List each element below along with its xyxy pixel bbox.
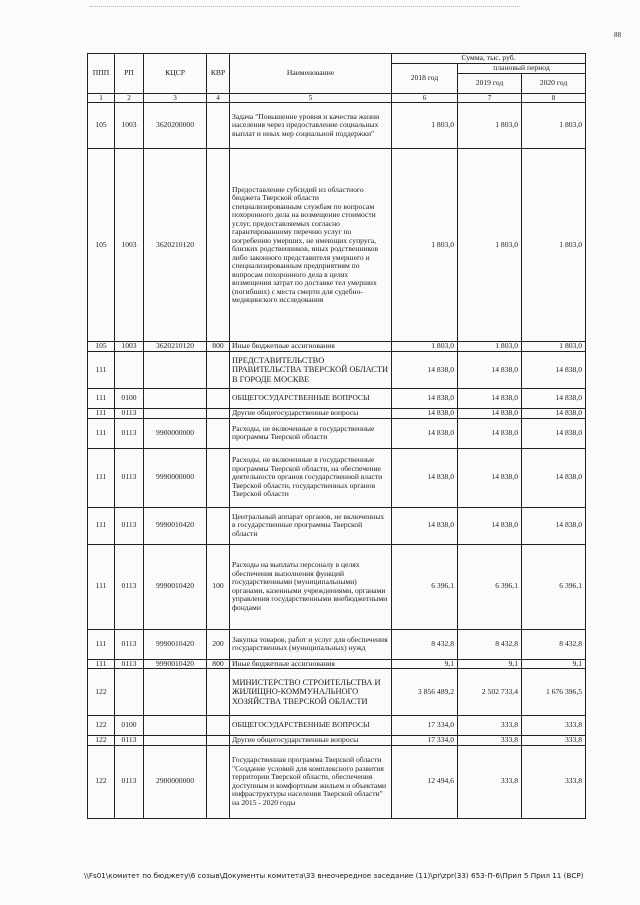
cell-kcsr	[144, 716, 207, 736]
cell-kvr: 200	[207, 629, 230, 659]
table-row	[88, 736, 586, 746]
cell-2020: 14 838,0	[522, 418, 586, 448]
cell-ppp: 122	[88, 716, 115, 736]
table-row	[88, 659, 586, 669]
cell-2019: 1 803,0	[458, 342, 522, 352]
cell-2019: 333,8	[458, 745, 522, 818]
cell-name: Государственная программа Тверской области "Создание условий для комплексного развития территории Тверской области, обеспечения доступным и комфортным жильем и объектами инфраструктуры населения Тверской области" на 2015 - 2020 годы	[230, 745, 392, 818]
page-number: 88	[614, 31, 621, 39]
cell-name: Центральный аппарат органов, не включенных в государственные программы Тверской области	[230, 507, 392, 544]
cell-kcsr	[144, 669, 207, 716]
cell-name: Иные бюджетные ассигнования	[230, 342, 392, 352]
col-num: 8	[522, 94, 586, 103]
cell-2018: 14 838,0	[392, 352, 458, 389]
cell-ppp: 111	[88, 629, 115, 659]
table-row	[88, 716, 586, 736]
cell-2019: 14 838,0	[458, 418, 522, 448]
cell-2018: 17 334,0	[392, 716, 458, 736]
header-sum: Сумма, тыс. руб.	[392, 54, 586, 64]
cell-ppp: 105	[88, 149, 115, 342]
cell-name: Другие общегосударственные вопросы	[230, 409, 392, 419]
table-row	[88, 629, 586, 659]
cell-kcsr: 2900000000	[144, 745, 207, 818]
cell-kcsr: 3620200000	[144, 103, 207, 149]
cell-name: ОБЩЕГОСУДАРСТВЕННЫЕ ВОПРОСЫ	[230, 389, 392, 409]
cell-rp: 1003	[115, 149, 144, 342]
cell-kvr	[207, 745, 230, 818]
col-num: 4	[207, 94, 230, 103]
cell-kvr	[207, 507, 230, 544]
table-row	[88, 149, 586, 342]
cell-2018: 14 838,0	[392, 409, 458, 419]
cell-2020: 14 838,0	[522, 352, 586, 389]
cell-kcsr	[144, 352, 207, 389]
cell-ppp: 105	[88, 103, 115, 149]
cell-name: Закупка товаров, работ и услуг для обеспечения государственных (муниципальных) нужд	[230, 629, 392, 659]
cell-ppp: 111	[88, 659, 115, 669]
file-path-footer: \\Fs01\комитет по бюджету\6 созыв\Документы комитета\33 внеочередное заседание (11)\pr\zpr(33) 653-П-6\Прил 5 Прил 11 (ВСР)	[84, 871, 584, 880]
cell-ppp: 105	[88, 342, 115, 352]
cell-rp: 0100	[115, 389, 144, 409]
cell-ppp: 111	[88, 507, 115, 544]
table-row	[88, 745, 586, 818]
cell-kvr	[207, 418, 230, 448]
table-row	[88, 389, 586, 409]
cell-2018: 1 803,0	[392, 342, 458, 352]
cell-name: ПРЕДСТАВИТЕЛЬСТВО ПРАВИТЕЛЬСТВА ТВЕРСКОЙ ОБЛАСТИ В ГОРОДЕ МОСКВЕ	[230, 352, 392, 389]
cell-kcsr: 9900000000	[144, 418, 207, 448]
cell-kvr	[207, 149, 230, 342]
budget-table	[87, 53, 586, 819]
cell-ppp: 111	[88, 409, 115, 419]
cell-2020: 1 803,0	[522, 342, 586, 352]
header-2020: 2020 год	[522, 74, 586, 94]
cell-kcsr: 3620210120	[144, 149, 207, 342]
cell-kvr: 800	[207, 659, 230, 669]
cell-2018: 1 803,0	[392, 103, 458, 149]
cell-2019: 14 838,0	[458, 409, 522, 419]
cell-name: Расходы, не включенные в государственные программы Тверской области, на обеспечение деятельности органов государственной власти Тверской области, государственных органов Тверской области	[230, 448, 392, 507]
cell-2019: 2 502 733,4	[458, 669, 522, 716]
cell-2020: 14 838,0	[522, 448, 586, 507]
cell-ppp: 111	[88, 544, 115, 629]
cell-2020: 14 838,0	[522, 389, 586, 409]
cell-kvr	[207, 736, 230, 746]
cell-rp: 0113	[115, 418, 144, 448]
header-planned: плановый период	[458, 64, 586, 74]
cell-2018: 9,1	[392, 659, 458, 669]
cell-ppp: 122	[88, 669, 115, 716]
cell-ppp: 111	[88, 389, 115, 409]
cell-ppp: 111	[88, 448, 115, 507]
cell-rp: 0100	[115, 716, 144, 736]
cell-2019: 14 838,0	[458, 507, 522, 544]
col-num: 6	[392, 94, 458, 103]
cell-2020: 1 803,0	[522, 149, 586, 342]
cell-kcsr	[144, 389, 207, 409]
cell-name: Расходы, не включенные в государственные программы Тверской области	[230, 418, 392, 448]
cell-kcsr	[144, 409, 207, 419]
cell-rp: 0113	[115, 745, 144, 818]
cell-2020: 9,1	[522, 659, 586, 669]
cell-rp	[115, 669, 144, 716]
header-2019: 2019 год	[458, 74, 522, 94]
cell-kvr	[207, 448, 230, 507]
cell-kvr	[207, 352, 230, 389]
table-row	[88, 342, 586, 352]
cell-2020: 1 803,0	[522, 103, 586, 149]
cell-kvr	[207, 389, 230, 409]
cell-kvr	[207, 103, 230, 149]
cell-name: Другие общегосударственные вопросы	[230, 736, 392, 746]
cell-2019: 333,8	[458, 716, 522, 736]
cell-name: Иные бюджетные ассигнования	[230, 659, 392, 669]
header-ppp: ППП	[88, 54, 115, 94]
header-rp: РП	[115, 54, 144, 94]
cell-2018: 14 838,0	[392, 418, 458, 448]
cell-rp: 0113	[115, 448, 144, 507]
cell-2020: 14 838,0	[522, 409, 586, 419]
table-row	[88, 448, 586, 507]
cell-rp: 0113	[115, 409, 144, 419]
table-row	[88, 352, 586, 389]
cell-2020: 333,8	[522, 736, 586, 746]
col-num: 7	[458, 94, 522, 103]
cell-kcsr: 9990010420	[144, 507, 207, 544]
scan-top-artifact	[90, 6, 520, 7]
header-kcsr: КЦСР	[144, 54, 207, 94]
cell-2018: 8 432,8	[392, 629, 458, 659]
cell-2019: 6 396,1	[458, 544, 522, 629]
cell-2018: 12 494,6	[392, 745, 458, 818]
cell-kvr: 100	[207, 544, 230, 629]
table-row	[88, 669, 586, 716]
cell-kcsr: 9990010420	[144, 629, 207, 659]
table-row	[88, 507, 586, 544]
table-row	[88, 409, 586, 419]
cell-2019: 1 803,0	[458, 103, 522, 149]
cell-2018: 14 838,0	[392, 507, 458, 544]
cell-2019: 14 838,0	[458, 448, 522, 507]
cell-rp	[115, 352, 144, 389]
cell-2020: 333,8	[522, 745, 586, 818]
cell-name: ОБЩЕГОСУДАРСТВЕННЫЕ ВОПРОСЫ	[230, 716, 392, 736]
cell-2020: 6 396,1	[522, 544, 586, 629]
cell-ppp: 122	[88, 745, 115, 818]
header-kvr: КВР	[207, 54, 230, 94]
cell-rp: 0113	[115, 629, 144, 659]
cell-2019: 333,8	[458, 736, 522, 746]
header-2018: 2018 год	[392, 64, 458, 94]
cell-2018: 3 856 489,2	[392, 669, 458, 716]
cell-2020: 8 432,8	[522, 629, 586, 659]
cell-2019: 8 432,8	[458, 629, 522, 659]
cell-name: Расходы на выплаты персоналу в целях обеспечения выполнения функций государственными (муниципальными) органами, казенными учреждениями, органами управления государственными внебюджетными фондами	[230, 544, 392, 629]
cell-2018: 17 334,0	[392, 736, 458, 746]
col-num: 1	[88, 94, 115, 103]
cell-2019: 14 838,0	[458, 389, 522, 409]
cell-2018: 6 396,1	[392, 544, 458, 629]
cell-kvr	[207, 669, 230, 716]
cell-2020: 14 838,0	[522, 507, 586, 544]
cell-rp: 1003	[115, 103, 144, 149]
table-row	[88, 103, 586, 149]
cell-kcsr: 3620210120	[144, 342, 207, 352]
cell-kcsr: 9990010420	[144, 544, 207, 629]
cell-2019: 1 803,0	[458, 149, 522, 342]
cell-kvr: 800	[207, 342, 230, 352]
cell-2020: 1 676 396,5	[522, 669, 586, 716]
col-num: 5	[230, 94, 392, 103]
table-row	[88, 544, 586, 629]
cell-kcsr	[144, 736, 207, 746]
cell-2018: 1 803,0	[392, 149, 458, 342]
cell-name: Задача "Повышение уровня и качества жизни населения через предоставление социальных выплат и иных мер социальной поддержки"	[230, 103, 392, 149]
cell-rp: 0113	[115, 736, 144, 746]
cell-2018: 14 838,0	[392, 448, 458, 507]
cell-rp: 0113	[115, 544, 144, 629]
col-num: 3	[144, 94, 207, 103]
cell-ppp: 111	[88, 418, 115, 448]
cell-2020: 333,8	[522, 716, 586, 736]
table-row	[88, 418, 586, 448]
cell-ppp: 111	[88, 352, 115, 389]
cell-kvr	[207, 716, 230, 736]
column-number-row	[88, 94, 586, 103]
col-num: 2	[115, 94, 144, 103]
cell-ppp: 122	[88, 736, 115, 746]
cell-2018: 14 838,0	[392, 389, 458, 409]
cell-2019: 14 838,0	[458, 352, 522, 389]
cell-rp: 0113	[115, 507, 144, 544]
cell-name: МИНИСТЕРСТВО СТРОИТЕЛЬСТВА И ЖИЛИЩНО-КОММУНАЛЬНОГО ХОЗЯЙСТВА ТВЕРСКОЙ ОБЛАСТИ	[230, 669, 392, 716]
cell-name: Предоставление субсидий из областного бюджета Тверской области специализированным службам по вопросам похоронного дела на возмещение стоимости услуг, предоставляемых согласно гарантированному перечню услуг по погребению умерших, не имеющих супруга, близких родственников, иных родственников либо законного представителя умершего и специализированным предприятиям по вопросам похоронного дела в целях возмещения затрат по доставке тел умерших (погибших) с места смерти для судебно-медицинского исследования	[230, 149, 392, 342]
cell-rp: 0113	[115, 659, 144, 669]
header-name: Наименование	[230, 54, 392, 94]
cell-rp: 1003	[115, 342, 144, 352]
cell-2019: 9,1	[458, 659, 522, 669]
cell-kcsr: 9990000000	[144, 448, 207, 507]
cell-kcsr: 9990010420	[144, 659, 207, 669]
cell-kvr	[207, 409, 230, 419]
